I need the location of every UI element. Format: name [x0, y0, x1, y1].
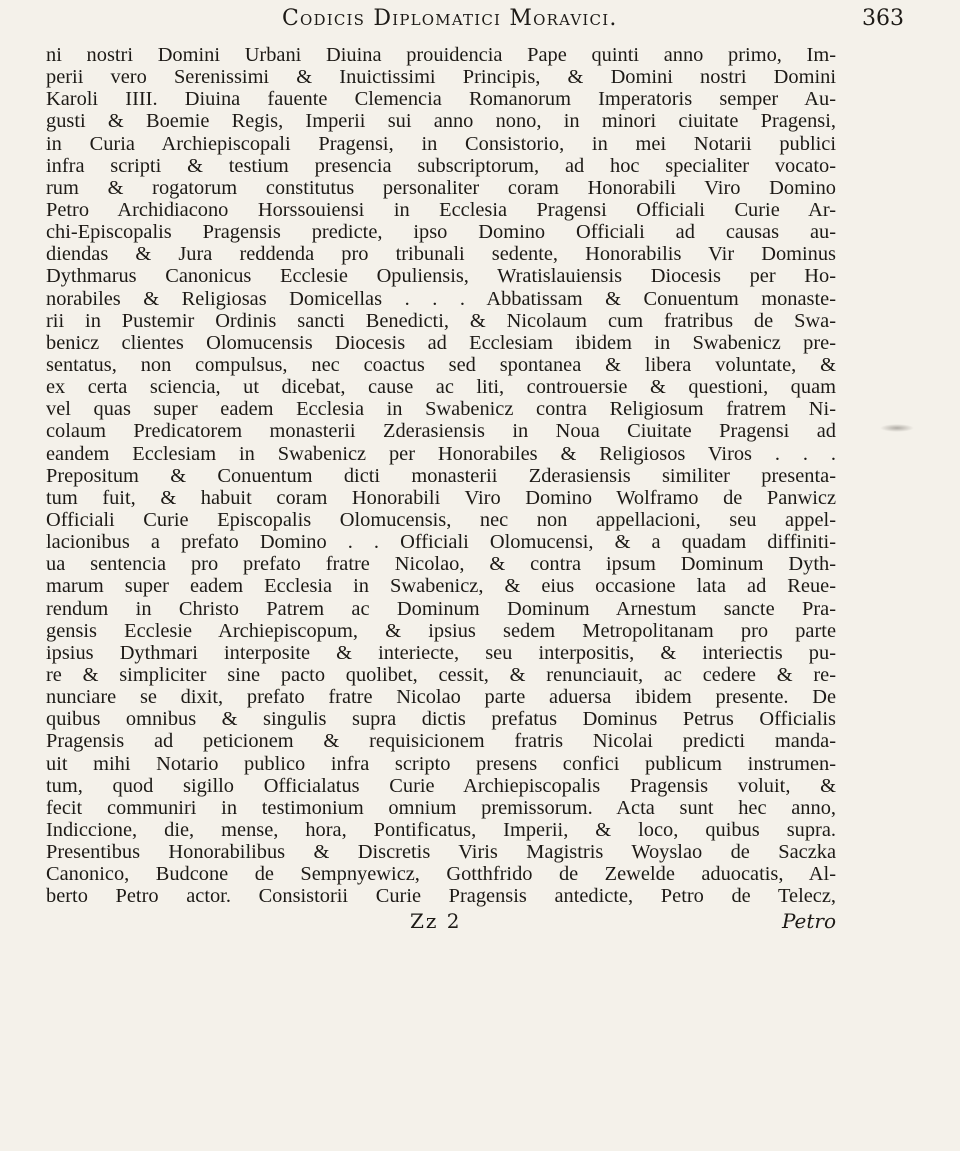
text-line: rii in Pustemir Ordinis sancti Benedicti, & Nicolaum cum fratribus de Swa-	[46, 309, 836, 332]
text-line: berto Petro actor. Consistorii Curie Pragensis antedicte, Petro de Telecz,	[46, 885, 836, 908]
running-title: Codicis Diplomatici Moravici.	[282, 6, 618, 31]
catchword: Petro	[781, 909, 836, 934]
book-page	[0, 4, 960, 1151]
text-line: rendum in Christo Patrem ac Dominum Dominum Arnestum sancte Pra-	[46, 597, 836, 620]
text-line: Dythmarus Canonicus Ecclesie Opuliensis, Wratislauiensis Diocesis per Ho-	[46, 265, 836, 288]
text-line: fecit communiri in testimonium omnium premissorum. Acta sunt hec anno,	[46, 796, 836, 819]
ink-smudge	[880, 424, 914, 432]
text-line: vel quas super eadem Ecclesia in Swabenicz contra Religiosum fratrem Ni-	[46, 398, 836, 421]
text-line: chi-Episcopalis Pragensis predicte, ipso Domino Officiali ad causas au-	[46, 221, 836, 244]
text-line: gensis Ecclesie Archiepiscopum, & ipsius sedem Metropolitanam pro parte	[46, 619, 836, 642]
text-line: Karoli IIII. Diuina fauente Clemencia Romanorum Imperatoris semper Au-	[46, 88, 836, 111]
text-line: Pragensis ad peticionem & requisicionem fratris Nicolai predicti manda-	[46, 730, 836, 753]
document-body	[46, 44, 836, 907]
text-line: lacionibus a prefato Domino . . Officiali Olomucensi, & a quadam diffiniti-	[46, 531, 836, 554]
text-line: nunciare se dixit, prefato fratre Nicolao parte aduersa ibidem presente. De	[46, 686, 836, 709]
text-line: tum, quod sigillo Officialatus Curie Archiepiscopalis Pragensis voluit, &	[46, 774, 836, 797]
page-number: 363	[862, 6, 904, 31]
text-line: rum & rogatorum constitutus personaliter coram Honorabili Viro Domino	[46, 176, 836, 199]
text-line: benicz clientes Olomucensis Diocesis ad Ecclesiam ibidem in Swabenicz pre-	[46, 331, 836, 354]
text-line: quibus omnibus & singulis supra dictis prefatus Dominus Petrus Officialis	[46, 708, 836, 731]
text-line: Indiccione, die, mense, hora, Pontificatus, Imperii, & loco, quibus supra.	[46, 818, 836, 841]
page-header	[46, 4, 904, 38]
text-line: Prepositum & Conuentum dicti monasterii Zderasiensis similiter presenta-	[46, 464, 836, 487]
text-line: Petro Archidiacono Horssouiensi in Ecclesia Pragensi Officiali Curie Ar-	[46, 198, 836, 221]
text-line: gusti & Boemie Regis, Imperii sui anno nono, in minori ciuitate Pragensi,	[46, 110, 836, 133]
text-line: infra scripti & testium presencia subscriptorum, ad hoc specialiter vocato-	[46, 154, 836, 177]
signature-mark: Zz 2	[410, 909, 462, 934]
text-line: norabiles & Religiosas Domicellas . . . Abbatissam & Conuentum monaste-	[46, 287, 836, 310]
text-line: sentatus, non compulsus, nec coactus sed spontanea & libera voluntate, &	[46, 353, 836, 376]
text-line: tum fuit, & habuit coram Honorabili Viro Domino Wolframo de Panwicz	[46, 486, 836, 509]
text-line: in Curia Archiepiscopali Pragensi, in Consistorio, in mei Notarii publici	[46, 132, 836, 155]
text-line: ni nostri Domini Urbani Diuina prouidencia Pape quinti anno primo, Im-	[46, 44, 836, 66]
text-line: colaum Predicatorem monasterii Zderasiensis in Noua Ciuitate Pragensi ad	[46, 420, 836, 443]
text-line: uit mihi Notario publico infra scripto presens confici publicum instrumen-	[46, 752, 836, 775]
text-line: diendas & Jura reddenda pro tribunali sedente, Honorabilis Vir Dominus	[46, 243, 836, 266]
text-line: marum super eadem Ecclesia in Swabenicz, & eius occasione lata ad Reue-	[46, 575, 836, 598]
text-line: eandem Ecclesiam in Swabenicz per Honorabiles & Religiosos Viros . . .	[46, 442, 836, 465]
text-line: perii vero Serenissimi & Inuictissimi Principis, & Domini nostri Domini	[46, 66, 836, 89]
text-line: ex certa sciencia, ut dicebat, cause ac liti, controuersie & questioni, quam	[46, 376, 836, 399]
text-line: ipsius Dythmari interposite & interiecte, seu interpositis, & interiectis pu-	[46, 641, 836, 664]
text-line: Canonico, Budcone de Sempnyewicz, Gotthfrido de Zewelde aduocatis, Al-	[46, 863, 836, 886]
text-line: ua sentencia pro prefato fratre Nicolao, & contra ipsum Dominum Dyth-	[46, 553, 836, 576]
text-line: re & simpliciter sine pacto quolibet, cessit, & renunciauit, ac cedere & re-	[46, 663, 836, 686]
text-line: Officiali Curie Episcopalis Olomucensis, nec non appellacioni, seu appel-	[46, 508, 836, 531]
text-line: Presentibus Honorabilibus & Discretis Viris Magistris Woyslao de Saczka	[46, 841, 836, 864]
page-footer	[46, 909, 836, 939]
